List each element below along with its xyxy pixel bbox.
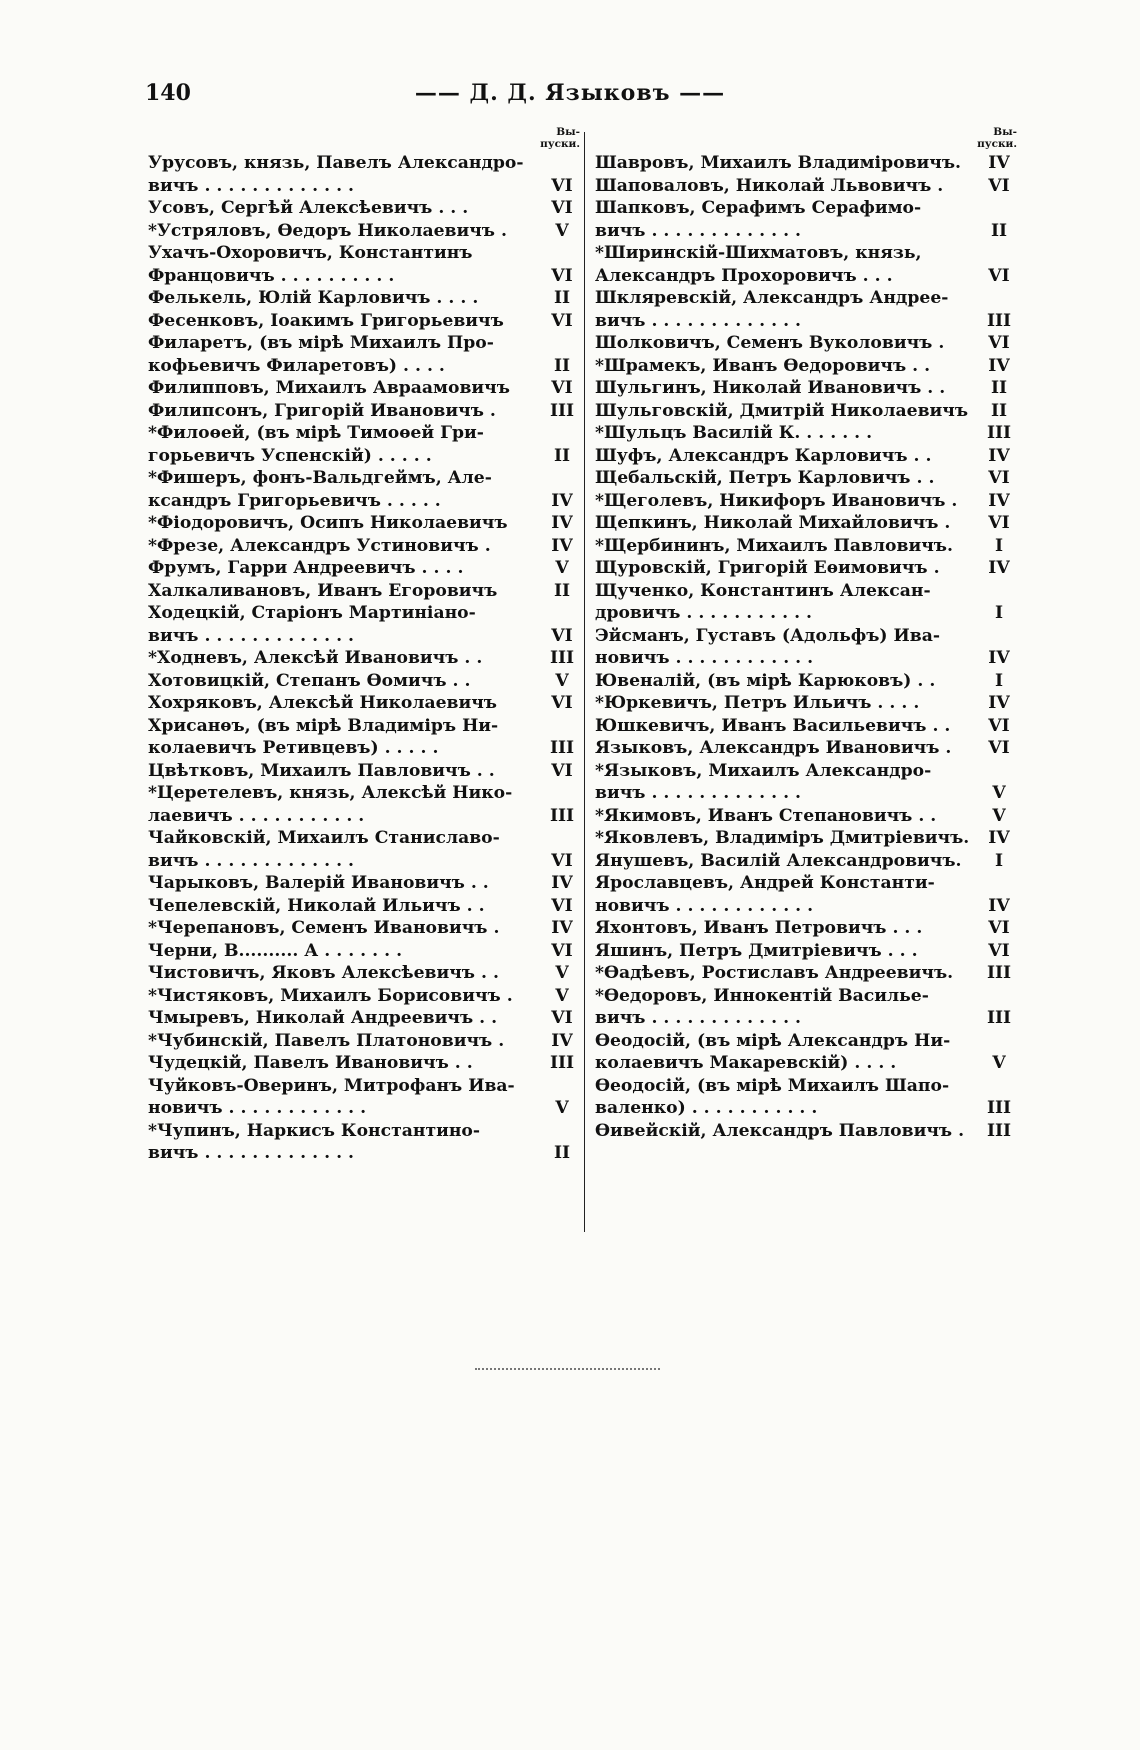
entry-text: Эйсманъ, Густавъ (Адольфъ) Ива- [595, 625, 941, 646]
index-entry-line [595, 760, 1017, 783]
entry-text: Чмыревъ, Николай Андреевичъ . . [148, 1008, 498, 1028]
entry-text: Ѳивейскій, Александръ Павловичъ . [595, 1120, 965, 1141]
entry-text: Чарыковъ, Валерій Ивановичъ . . [148, 873, 489, 893]
index-column-left [148, 126, 580, 1165]
entry-text: вичъ . . . . . . . . . . . . . [148, 850, 355, 871]
index-entry-line [595, 985, 1017, 1008]
index-entry-line [148, 805, 580, 828]
volume-number: IV [551, 918, 573, 938]
volume-number: V [992, 805, 1006, 826]
index-entry-line [595, 400, 1017, 423]
index-entry-line [148, 535, 580, 558]
entry-text: Шкляревскій, Александръ Андрее- [595, 288, 949, 308]
volume-number: II [553, 580, 571, 601]
entry-text: Урусовъ, князь, Павелъ Александро- [148, 153, 524, 173]
entry-text: Щуровскій, Григорій Еѳимовичъ . [595, 558, 940, 578]
volume-number: VI [551, 895, 573, 916]
entry-text: Янушевъ, Василій Александровичъ. [595, 850, 962, 871]
entry-text: *Языковъ, Михаилъ Александро- [595, 760, 932, 781]
index-entry-line [148, 782, 580, 805]
entry-text: валенко) . . . . . . . . . . . [595, 1098, 818, 1118]
volume-number: IV [988, 445, 1010, 466]
entry-text: *Церетелевъ, князь, Алексѣй Нико- [148, 783, 513, 803]
entry-text: Шаповаловъ, Николай Львовичъ . [595, 175, 944, 196]
index-entry-line [595, 872, 1017, 895]
index-entry-line [148, 872, 580, 895]
index-entry-line [148, 737, 580, 760]
index-entry-line [595, 895, 1017, 918]
volume-number: VI [988, 265, 1010, 286]
index-entry-line [595, 197, 1017, 220]
volume-number: VI [551, 940, 573, 961]
entry-text: Шолковичъ, Семенъ Вуколовичъ . [595, 333, 945, 353]
volume-number: I [994, 535, 1004, 556]
index-entry-line [595, 467, 1017, 490]
index-entry-line [595, 737, 1017, 760]
volume-number: IV [988, 355, 1010, 376]
entry-text: Языковъ, Александръ Ивановичъ . [595, 738, 952, 758]
entry-text: Ювеналій, (въ мірѣ Карюковъ) . . [595, 670, 936, 691]
index-entry-line [148, 242, 580, 265]
index-entry-line [595, 1052, 1017, 1075]
entry-text: горьевичъ Успенскій) . . . . . [148, 445, 432, 466]
index-entry-line [595, 490, 1017, 513]
index-entry-line [148, 625, 580, 648]
index-entry-line [595, 1030, 1017, 1053]
entry-text: *Щеголевъ, Никифоръ Ивановичъ . [595, 490, 958, 511]
entry-text: *Филоѳей, (въ мірѣ Тимоѳей Гри- [148, 423, 484, 443]
volume-number: VI [551, 198, 573, 218]
volume-number: VI [551, 850, 573, 871]
volume-number: II [990, 220, 1008, 241]
entry-text: *Шульцъ Василій К. . . . . . . [595, 423, 873, 443]
entry-text: Чайковскій, Михаилъ Станиславо- [148, 828, 500, 848]
volume-number: III [986, 423, 1012, 443]
volume-number: III [986, 310, 1012, 331]
volume-number: VI [988, 468, 1010, 488]
entry-text: Францовичъ . . . . . . . . . . [148, 265, 395, 286]
volume-number: III [986, 1098, 1012, 1118]
entry-text: Цвѣтковъ, Михаилъ Павловичъ . . [148, 760, 495, 781]
entry-text: вичъ . . . . . . . . . . . . . [595, 783, 802, 803]
entry-text: Усовъ, Сергѣй Алексѣевичъ . . . [148, 198, 469, 218]
index-entry-line [595, 805, 1017, 828]
column-heading-line: пуски. [540, 138, 580, 150]
index-entry-line [595, 850, 1017, 873]
page-header [0, 80, 1140, 120]
volume-number: VI [551, 378, 573, 398]
volume-number: IV [988, 490, 1010, 511]
index-entry-line [148, 400, 580, 423]
index-entry-line [595, 220, 1017, 243]
index-entry-line [148, 850, 580, 873]
index-entry-line [148, 197, 580, 220]
index-entry-line [595, 670, 1017, 693]
index-entry-line [595, 175, 1017, 198]
entry-text: Ходецкій, Старіонъ Мартиніано- [148, 603, 476, 623]
volume-number: II [553, 1143, 571, 1163]
index-entry-line [595, 580, 1017, 603]
index-entry-line [148, 647, 580, 670]
index-entry-line [148, 917, 580, 940]
index-entry-line [595, 1075, 1017, 1098]
index-entry-line [148, 287, 580, 310]
index-entry-line [595, 917, 1017, 940]
entry-text: Хрисанѳъ, (въ мірѣ Владиміръ Ни- [148, 715, 499, 736]
volume-number: V [992, 1053, 1006, 1073]
end-ornament [475, 1368, 660, 1373]
index-entry-line [148, 1007, 580, 1030]
index-entry-line [148, 377, 580, 400]
volume-number: IV [988, 828, 1010, 848]
index-entry-line [595, 355, 1017, 378]
volume-number: III [549, 648, 575, 668]
volume-number: V [555, 558, 569, 578]
volume-number: III [549, 400, 575, 421]
index-entry-line [595, 512, 1017, 535]
index-entry-line [595, 422, 1017, 445]
entry-text: вичъ . . . . . . . . . . . . . [595, 220, 802, 241]
volume-number: VI [551, 310, 573, 331]
index-entry-line [148, 422, 580, 445]
entry-text: *Фишеръ, фонъ-Вальдгеймъ, Але- [148, 468, 492, 488]
entry-text: Халкаливановъ, Иванъ Егоровичъ [148, 580, 498, 601]
entry-text: Филипповъ, Михаилъ Авраамовичъ [148, 378, 510, 398]
entry-text: колаевичъ Ретивцевъ) . . . . . [148, 738, 439, 758]
column-heading-right [595, 126, 1017, 150]
volume-number: IV [988, 558, 1010, 578]
entry-text: Хохряковъ, Алексѣй Николаевичъ [148, 693, 497, 713]
index-entry-line [148, 355, 580, 378]
volume-number: II [553, 288, 571, 308]
entry-text: Яхонтовъ, Иванъ Петровичъ . . . [595, 918, 923, 938]
volume-number: VI [551, 1008, 573, 1028]
volume-number: IV [988, 693, 1010, 713]
index-entry-line [148, 895, 580, 918]
index-entry-line [148, 1052, 580, 1075]
index-entry-line [148, 827, 580, 850]
entry-text: Шульговскій, Дмитрій Николаевичъ [595, 400, 969, 421]
index-entry-line [148, 1030, 580, 1053]
entry-text: Чистовичъ, Яковъ Алексѣевичъ . . [148, 963, 499, 983]
entry-text: Щученко, Константинъ Алексан- [595, 580, 931, 601]
volume-number: I [994, 603, 1004, 623]
index-entry-line [148, 152, 580, 175]
index-entry-line [148, 175, 580, 198]
index-entry-line [148, 445, 580, 468]
entry-text: дровичъ . . . . . . . . . . . [595, 603, 813, 623]
entry-text: Яшинъ, Петръ Дмитріевичъ . . . [595, 940, 918, 961]
volume-number: III [549, 805, 575, 826]
entry-text: Черни, В.......... А . . . . . . . [148, 940, 403, 961]
index-entry-line [595, 152, 1017, 175]
index-entry-line [595, 647, 1017, 670]
entry-text: новичъ . . . . . . . . . . . . [595, 648, 814, 668]
running-head: —— Д. Д. Языковъ —— [414, 80, 726, 106]
column-heading-line: Вы- [556, 126, 580, 138]
column-divider [584, 132, 585, 1232]
entry-text: Филипсонъ, Григорій Ивановичъ . [148, 400, 496, 421]
volume-number: II [553, 355, 571, 376]
entry-text: *Щербининъ, Михаилъ Павловичъ. [595, 535, 953, 556]
volume-number: II [990, 378, 1008, 398]
index-entry-line [148, 557, 580, 580]
volume-number: II [990, 400, 1008, 421]
index-entry-line [595, 782, 1017, 805]
volume-number: III [986, 1120, 1012, 1141]
index-entry-line [595, 287, 1017, 310]
index-entry-line [148, 692, 580, 715]
volume-number: VI [551, 175, 573, 196]
index-entry-line [595, 332, 1017, 355]
index-entry-line [148, 265, 580, 288]
entry-text: *Юркевичъ, Петръ Ильичъ . . . . [595, 693, 920, 713]
volume-number: IV [988, 895, 1010, 916]
volume-number: VI [988, 715, 1010, 736]
entry-text: новичъ . . . . . . . . . . . . [148, 1098, 367, 1118]
volume-number: III [549, 1053, 575, 1073]
index-entry-line [595, 940, 1017, 963]
index-entry-line [148, 310, 580, 333]
index-entry-line [595, 265, 1017, 288]
entry-text: *Чистяковъ, Михаилъ Борисовичъ . [148, 985, 513, 1006]
entry-text: Филаретъ, (въ мірѣ Михаилъ Про- [148, 333, 494, 353]
entry-text: вичъ . . . . . . . . . . . . . [148, 1143, 355, 1163]
entry-text: вичъ . . . . . . . . . . . . . [148, 625, 355, 646]
index-column-right [595, 126, 1017, 1142]
index-entry-line [148, 962, 580, 985]
entry-text: *Якимовъ, Иванъ Степановичъ . . [595, 805, 937, 826]
index-entry-line [595, 692, 1017, 715]
volume-number: VI [988, 918, 1010, 938]
entry-text: *Ѳадѣевъ, Ростиславъ Андреевичъ. [595, 963, 954, 983]
entry-text: лаевичъ . . . . . . . . . . . [148, 805, 365, 826]
volume-number: VI [988, 333, 1010, 353]
volume-number: IV [551, 1030, 573, 1051]
entry-text: *Фіодоровичъ, Осипъ Николаевичъ [148, 513, 508, 533]
volume-number: III [549, 738, 575, 758]
entry-text: Чудецкій, Павелъ Ивановичъ . . [148, 1053, 473, 1073]
entry-text: Фесенковъ, Іоакимъ Григорьевичъ [148, 310, 504, 331]
index-entry-line [595, 1097, 1017, 1120]
index-entry-line [595, 310, 1017, 333]
entry-text: вичъ . . . . . . . . . . . . . [595, 1008, 802, 1028]
entry-text: Шавровъ, Михаилъ Владиміровичъ. [595, 153, 962, 173]
index-entry-line [148, 467, 580, 490]
volume-number: VI [551, 760, 573, 781]
volume-number: III [986, 1008, 1012, 1028]
entry-text: Щебальскій, Петръ Карловичъ . . [595, 468, 935, 488]
column-heading-line: Вы- [993, 126, 1017, 138]
index-entry-line [595, 1120, 1017, 1143]
index-entry-line [148, 715, 580, 738]
entry-text: Ярославцевъ, Андрей Константи- [595, 873, 935, 893]
volume-number: IV [551, 873, 573, 893]
index-entry-line [148, 1097, 580, 1120]
entry-text: новичъ . . . . . . . . . . . . [595, 895, 814, 916]
column-heading-left [148, 126, 580, 150]
volume-number: VI [551, 625, 573, 646]
index-entry-line [148, 512, 580, 535]
entry-text: вичъ . . . . . . . . . . . . . [595, 310, 802, 331]
volume-number: VI [988, 513, 1010, 533]
index-entry-line [595, 827, 1017, 850]
volume-number: IV [551, 513, 573, 533]
volume-number: II [553, 445, 571, 466]
entry-text: *Чубинскій, Павелъ Платоновичъ . [148, 1030, 505, 1051]
volume-number: IV [988, 153, 1010, 173]
index-entry-line [148, 332, 580, 355]
index-entry-line [148, 940, 580, 963]
entry-text: Ѳеодосій, (въ мірѣ Михаилъ Шапо- [595, 1075, 950, 1096]
index-entry-line [148, 985, 580, 1008]
entry-text: *Устряловъ, Ѳедоръ Николаевичъ . [148, 220, 507, 241]
index-entry-line [595, 242, 1017, 265]
page-number: 140 [145, 80, 191, 106]
entry-text: Ѳеодосій, (въ мірѣ Александръ Ни- [595, 1030, 951, 1051]
index-entry-line [148, 760, 580, 783]
index-entry-line [595, 625, 1017, 648]
entry-text: Ухачъ-Охоровичъ, Константинъ [148, 243, 473, 263]
index-entry-line [595, 602, 1017, 625]
entry-text: Фрумъ, Гарри Андреевичъ . . . . [148, 558, 464, 578]
entry-text: *Ходневъ, Алексѣй Ивановичъ . . [148, 648, 483, 668]
index-entry-line [595, 715, 1017, 738]
entry-text: кофьевичъ Филаретовъ) . . . . [148, 355, 445, 376]
entry-text: *Черепановъ, Семенъ Ивановичъ . [148, 918, 500, 938]
entry-text: Чуйковъ-Оверинъ, Митрофанъ Ива- [148, 1075, 515, 1096]
index-entry-line [148, 580, 580, 603]
index-entry-line [595, 377, 1017, 400]
volume-number: I [994, 850, 1004, 871]
volume-number: VI [551, 265, 573, 286]
volume-number: VI [988, 175, 1010, 196]
entry-text: Александръ Прохоровичъ . . . [595, 265, 893, 286]
volume-number: IV [551, 535, 573, 556]
index-entry-line [148, 220, 580, 243]
index-entry-line [595, 1007, 1017, 1030]
entry-text: колаевичъ Макаревскій) . . . . [595, 1053, 897, 1073]
entry-text: вичъ . . . . . . . . . . . . . [148, 175, 355, 196]
entry-text: Фелькель, Юлій Карловичъ . . . . [148, 288, 479, 308]
volume-number: VI [988, 940, 1010, 961]
volume-number: V [555, 1098, 569, 1118]
entry-text: Чепелевскій, Николай Ильичъ . . [148, 895, 485, 916]
column-heading-line: пуски. [977, 138, 1017, 150]
volume-number: V [555, 985, 569, 1006]
volume-number: V [555, 963, 569, 983]
index-entry-line [595, 962, 1017, 985]
index-entry-line [148, 490, 580, 513]
volume-number: VI [988, 738, 1010, 758]
volume-number: V [555, 220, 569, 241]
entry-text: Щепкинъ, Николай Михайловичъ . [595, 513, 951, 533]
index-entry-line [148, 602, 580, 625]
entry-text: Шуфъ, Александръ Карловичъ . . [595, 445, 932, 466]
index-entry-line [148, 1075, 580, 1098]
entry-text: *Шрамекъ, Иванъ Ѳедоровичъ . . [595, 355, 931, 376]
volume-number: V [555, 670, 569, 691]
volume-number: IV [551, 490, 573, 511]
entry-text: *Ѳедоровъ, Иннокентій Василье- [595, 985, 929, 1006]
volume-number: I [994, 670, 1004, 691]
entry-text: Шульгинъ, Николай Ивановичъ . . [595, 378, 946, 398]
entry-text: ксандръ Григорьевичъ . . . . . [148, 490, 441, 511]
index-entry-line [595, 445, 1017, 468]
entry-text: *Фрезе, Александръ Устиновичъ . [148, 535, 491, 556]
volume-number: VI [551, 693, 573, 713]
volume-number: V [992, 783, 1006, 803]
volume-number: IV [988, 648, 1010, 668]
index-entry-line [148, 670, 580, 693]
entry-text: *Чупинъ, Наркисъ Константино- [148, 1120, 481, 1141]
index-entry-line [595, 535, 1017, 558]
entry-text: *Яковлевъ, Владиміръ Дмитріевичъ. [595, 828, 970, 848]
entry-text: Юшкевичъ, Иванъ Васильевичъ . . [595, 715, 951, 736]
entry-text: Хотовицкій, Степанъ Ѳомичъ . . [148, 670, 471, 691]
index-entry-line [148, 1142, 580, 1165]
entry-text: Шапковъ, Серафимъ Серафимо- [595, 198, 922, 218]
index-entry-line [595, 557, 1017, 580]
index-entry-line [148, 1120, 580, 1143]
volume-number: III [986, 963, 1012, 983]
entry-text: *Ширинскій-Шихматовъ, князь, [595, 243, 922, 263]
